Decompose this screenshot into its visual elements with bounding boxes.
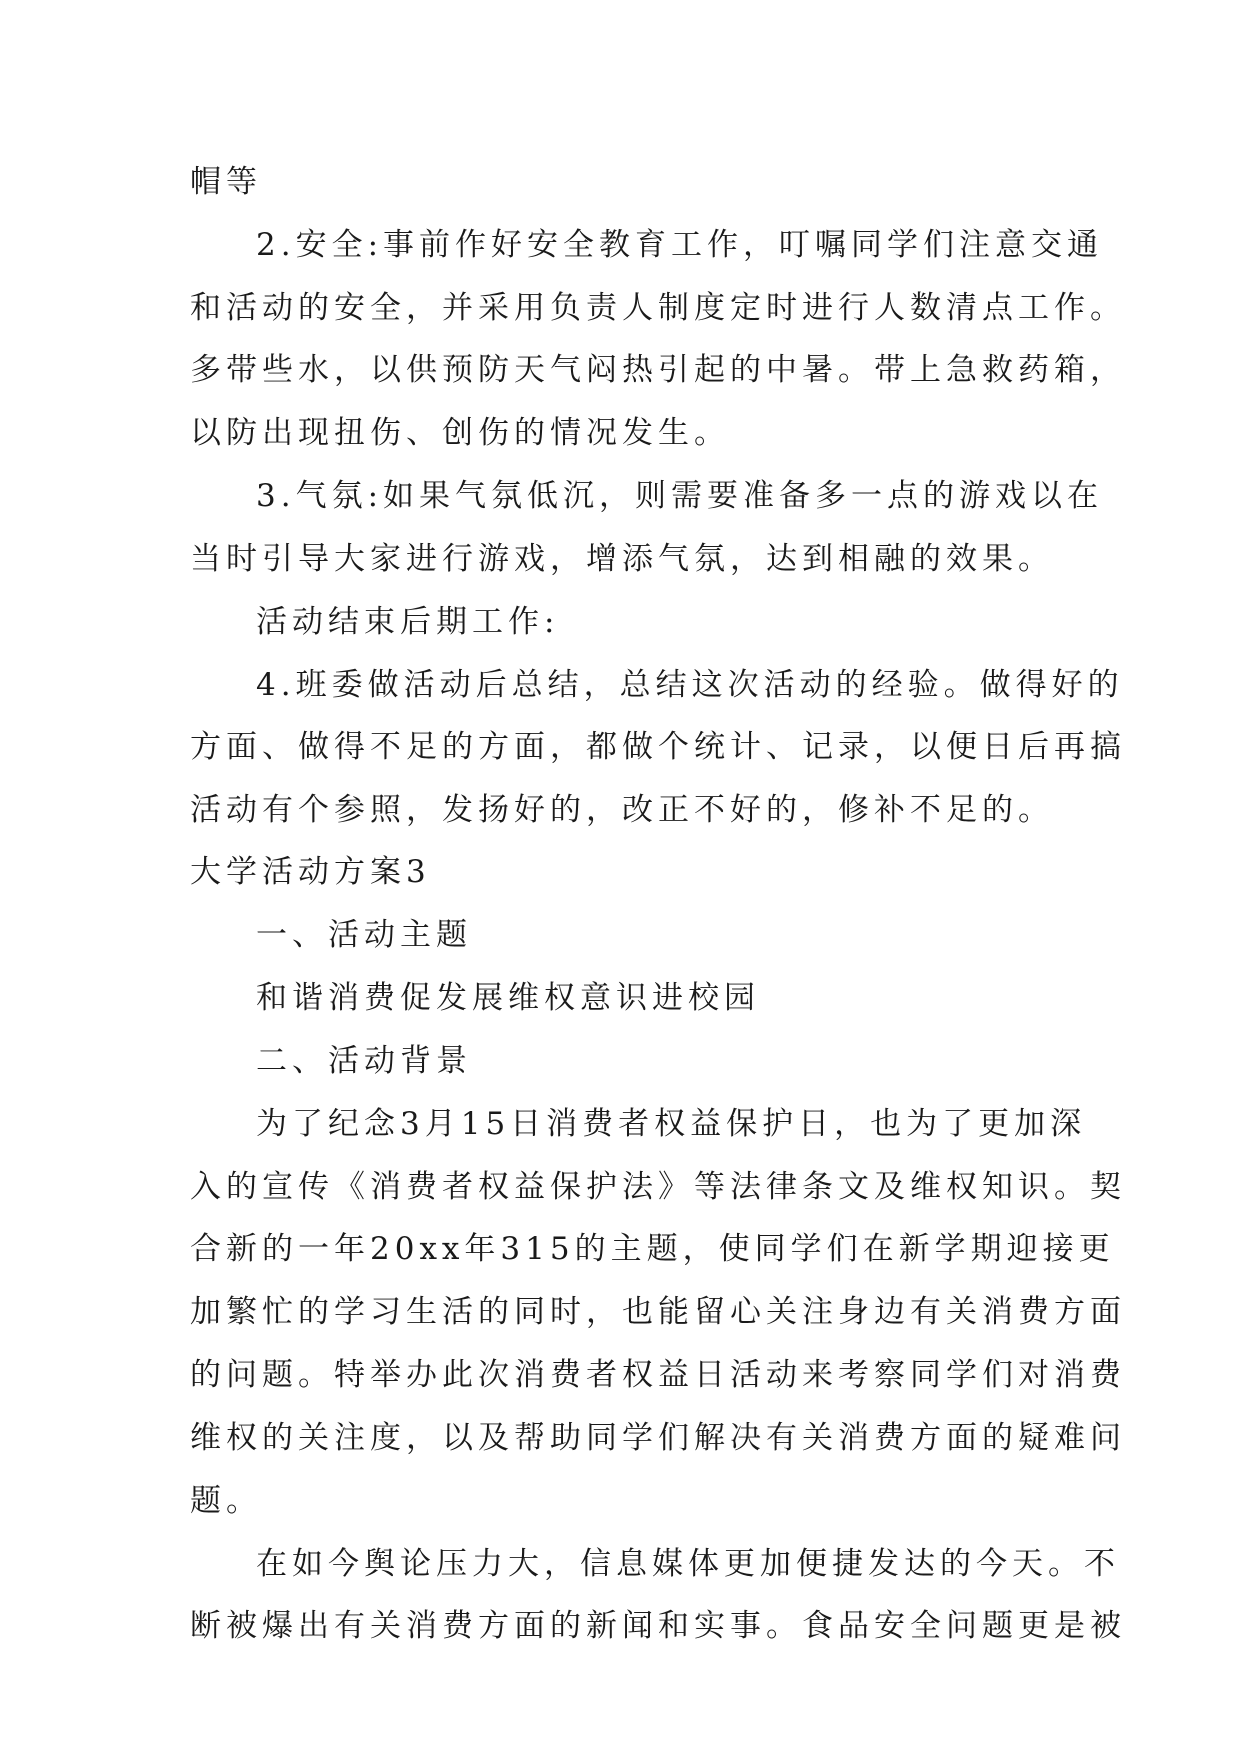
text-line: 入的宣传《消费者权益保护法》等法律条文及维权知识。契 <box>190 1169 1126 1205</box>
text-line: 4.班委做活动后总结，总结这次活动的经验。做得好的 <box>256 667 1124 703</box>
text-line: 的问题。特举办此次消费者权益日活动来考察同学们对消费 <box>190 1357 1126 1393</box>
text-line: 当时引导大家进行游戏，增添气氛，达到相融的效果。 <box>190 541 1054 577</box>
text-line: 以防出现扭伤、创伤的情况发生。 <box>190 415 730 451</box>
text-line: 加繁忙的学习生活的同时，也能留心关注身边有关消费方面 <box>190 1294 1126 1330</box>
section-title: 大学活动方案3 <box>190 854 431 890</box>
text-line: 活动有个参照，发扬好的，改正不好的，修补不足的。 <box>190 792 1054 828</box>
text-line: 3.气氛:如果气氛低沉，则需要准备多一点的游戏以在 <box>256 478 1104 514</box>
text-line: 方面、做得不足的方面，都做个统计、记录，以便日后再搞 <box>190 729 1126 765</box>
text-line: 维权的关注度，以及帮助同学们解决有关消费方面的疑难问 <box>190 1420 1126 1456</box>
text-line: 合新的一年20xx年315的主题，使同学们在新学期迎接更 <box>190 1231 1115 1267</box>
text-line: 帽等 <box>190 164 262 200</box>
section-heading: 一、活动主题 <box>256 917 472 953</box>
text-line: 2.安全:事前作好安全教育工作，叮嘱同学们注意交通 <box>256 227 1104 263</box>
text-line: 题。 <box>190 1483 262 1519</box>
text-line: 为了纪念3月15日消费者权益保护日，也为了更加深 <box>256 1106 1087 1142</box>
text-line: 和谐消费促发展维权意识进校园 <box>256 980 760 1016</box>
section-heading: 二、活动背景 <box>256 1043 472 1079</box>
section-subheading: 活动结束后期工作: <box>256 604 560 640</box>
text-line: 在如今舆论压力大，信息媒体更加便捷发达的今天。不 <box>256 1546 1120 1582</box>
text-line: 断被爆出有关消费方面的新闻和实事。食品安全问题更是被 <box>190 1608 1126 1644</box>
text-line: 多带些水，以供预防天气闷热引起的中暑。带上急救药箱， <box>190 352 1126 388</box>
text-line: 和活动的安全，并采用负责人制度定时进行人数清点工作。 <box>190 290 1126 326</box>
